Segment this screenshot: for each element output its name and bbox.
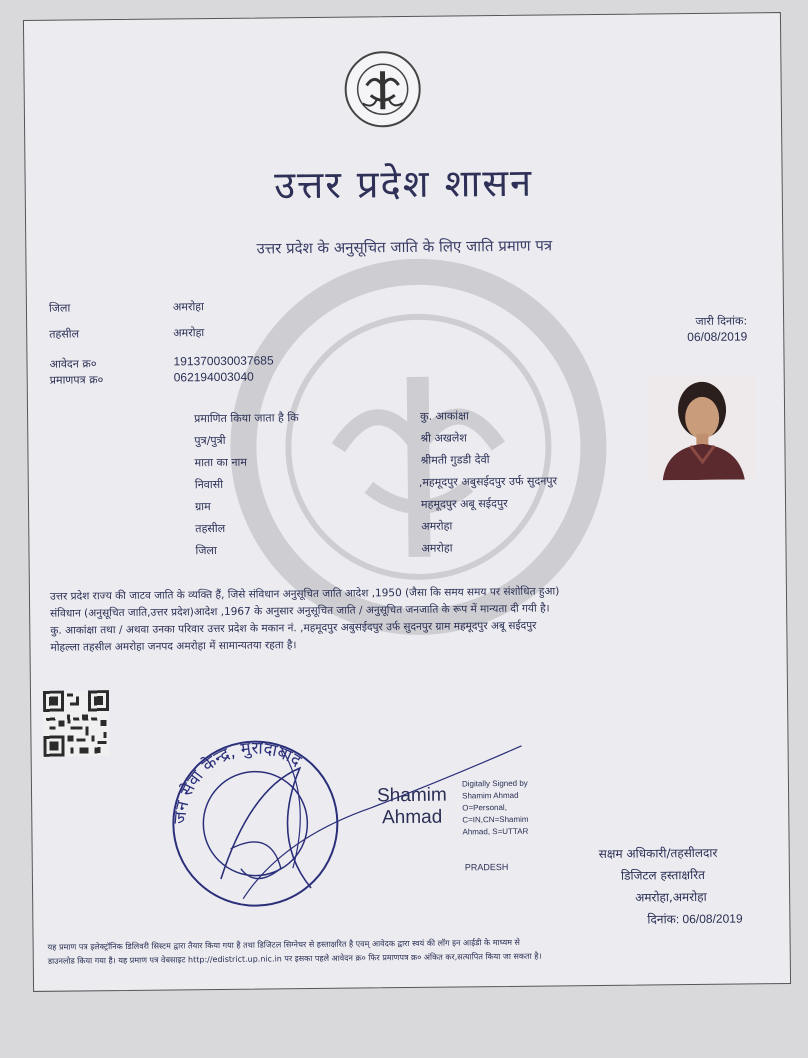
officer-date: दिनांक: 06/08/2019 (647, 911, 743, 927)
signature-detail-line: Shamim Ahmad (462, 790, 519, 801)
signature-state: PRADESH (464, 861, 509, 873)
officer-signed-label: डिजिटल हस्ताक्षरित (620, 867, 705, 883)
up-emblem-icon (342, 49, 423, 130)
application-number: 191370030037685 (173, 353, 274, 369)
village-label: ग्राम (194, 500, 211, 514)
resident-value: ,महमूदपुर अबुसईदपुर उर्फ सुदनपुर (418, 474, 558, 489)
signature-details (462, 778, 529, 839)
footer-line: डाउनलोड किया गया है। यह प्रमाण पत्र वेबसाइट http://edistrict.up.nic.in पर इसका पहले आवेदन क्र० फिर प्रमाणपत्र क्र० अंकित कर,सत्यापित किया जा सकता है। (47, 951, 542, 966)
application-label: आवेदन क्र० (49, 357, 97, 371)
signature-detail-line: Digitally Signed by (461, 778, 528, 789)
son-daughter-label: पुत्र/पुत्री (194, 433, 226, 448)
issue-date-label: जारी दिनांक: (695, 314, 748, 328)
signature-detail-line: Ahmad, S=UTTAR (462, 826, 529, 837)
signer-first-name: Shamim (376, 784, 447, 807)
district-value: अमरोहा (172, 300, 205, 314)
detail-district-value: अमरोहा (421, 541, 453, 555)
mother-value: श्रीमती गुडडी देवी (420, 453, 490, 467)
signature-detail-line: O=Personal, (462, 802, 507, 813)
son-daughter-value: श्री अखलेश (420, 431, 467, 445)
page-title: उत्तर प्रदेश शासन (273, 160, 534, 208)
signer-name (377, 785, 447, 830)
signer-last-name: Ahmad (381, 806, 443, 829)
body-line: उत्तर प्रदेश राज्य की जाटव जाति के व्यक्ति हैं, जिसे संविधान अनुसूचित जाति आदेश ,1950 (जैसा कि समय समय पर संशोधित हुआ) (49, 585, 560, 603)
tehsil-label: तहसील (49, 327, 80, 341)
stamp-text: जन सेवा केन्द्र, मुरादाबाद (170, 738, 305, 825)
signature-detail-line: C=IN,CN=Shamim (462, 814, 529, 825)
officer-block (599, 842, 743, 931)
officer-place: अमरोहा,अमरोहा (635, 889, 707, 905)
detail-tehsil-label: तहसील (195, 521, 226, 536)
detail-tehsil-value: अमरोहा (421, 519, 453, 533)
certify-label: प्रमाणित किया जाता है कि (194, 411, 299, 426)
applicant-photo (648, 375, 757, 480)
certificate-footer (48, 933, 778, 969)
footer-line: यह प्रमाण पत्र इलेक्ट्रॉनिक डिलिवरी सिस्टम द्वारा तैयार किया गया है तथा डिजिटल सिग्नेचर से हस्ताक्षरित है एवम् आवेदक द्वारा स्वयं की लॉग इन आईडी के माध्यम से (47, 937, 520, 952)
certificate-page (23, 12, 791, 992)
qr-code-icon (43, 690, 110, 757)
detail-district-label: जिला (195, 543, 217, 558)
watermark-emblem-icon (226, 255, 610, 639)
body-line: संविधान (अनुसूचित जाति,उत्तर प्रदेश)आदेश ,1967 के अनुसार अनुसूचित जाति / अनुसूचित जनजाति के रूप में मान्यता दी गयी है। (50, 602, 550, 620)
body-line: मोहल्ला तहसील अमरोहा जनपद अमरोहा में सामान्यतया रहता है। (50, 639, 297, 654)
body-line: कु. आकांक्षा तथा / अथवा उनका परिवार उत्तर प्रदेश के मकान नं. ,महमूदपुर अबुसईदपुर उर्फ सुदनपुर ग्राम महमूदपुर अबू सईदपुर (50, 619, 537, 637)
tehsil-value: अमरोहा (173, 326, 205, 340)
certificate-number: 062194003040 (173, 369, 254, 385)
village-value: महमूदपुर अबू सईदपुर (420, 496, 508, 511)
issue-date: 06/08/2019 (687, 329, 748, 345)
resident-label: निवासी (194, 477, 224, 492)
mother-label: माता का नाम (194, 455, 248, 470)
certificate-subtitle: उत्तर प्रदेश के अनुसूचित जाति के लिए जाति प्रमाण पत्र (256, 236, 553, 258)
applicant-portrait-icon (648, 375, 757, 480)
officer-designation: सक्षम अधिकारी/तहसीलदार (598, 845, 718, 862)
certify-value: कु. आकांक्षा (420, 409, 469, 423)
district-label: जिला (48, 301, 71, 315)
certificate-label: प्रमाणपत्र क्र० (49, 373, 104, 387)
certificate-body (50, 581, 767, 656)
